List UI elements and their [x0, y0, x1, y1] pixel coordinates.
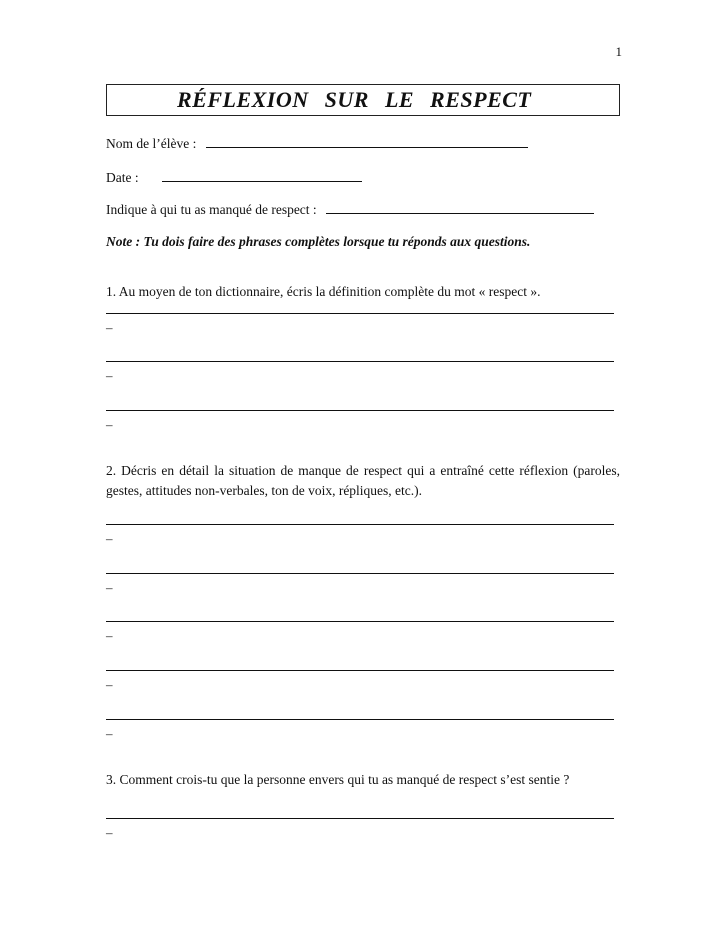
title-box [106, 84, 620, 116]
line-end-mark: – [106, 417, 113, 432]
answer-line[interactable] [106, 524, 614, 525]
line-end-mark: – [106, 677, 113, 692]
line-end-mark: – [106, 580, 113, 595]
answer-line[interactable] [106, 313, 614, 314]
answer-line[interactable] [106, 719, 614, 720]
instruction-note: Note : Tu dois faire des phrases complètes lorsque tu réponds aux questions. [106, 234, 531, 249]
line-end-mark: – [106, 531, 113, 546]
question-1: 1. Au moyen de ton dictionnaire, écris la définition complète du mot « respect ». [106, 284, 541, 299]
answer-line[interactable] [106, 670, 614, 671]
disrespected-person-row [106, 202, 594, 218]
student-name-row [106, 136, 528, 152]
line-end-mark: – [106, 368, 113, 383]
question-2: 2. Décris en détail la situation de manque de respect qui a entraîné cette réflexion (paroles, gestes, attitudes non-verbales, ton de voix, répliques, etc.). [106, 463, 620, 498]
line-end-mark: – [106, 825, 113, 840]
question-3: 3. Comment crois-tu que la personne envers qui tu as manqué de respect s’est sentie ? [106, 772, 570, 787]
line-end-mark: – [106, 628, 113, 643]
student-name-label: Nom de l’élève : [106, 136, 197, 151]
answer-line[interactable] [106, 361, 614, 362]
page-number: 1 [615, 44, 622, 59]
student-name-field[interactable] [206, 136, 528, 148]
date-row [106, 170, 362, 186]
answer-line[interactable] [106, 621, 614, 622]
disrespected-person-label: Indique à qui tu as manqué de respect : [106, 202, 317, 217]
disrespected-person-field[interactable] [326, 202, 594, 214]
answer-line[interactable] [106, 818, 614, 819]
line-end-mark: – [106, 726, 113, 741]
line-end-mark: – [106, 320, 113, 335]
date-label: Date : [106, 170, 139, 185]
answer-line[interactable] [106, 410, 614, 411]
date-field[interactable] [162, 170, 362, 182]
answer-line[interactable] [106, 573, 614, 574]
worksheet-title: RÉFLEXION SUR LE RESPECT [177, 87, 532, 112]
